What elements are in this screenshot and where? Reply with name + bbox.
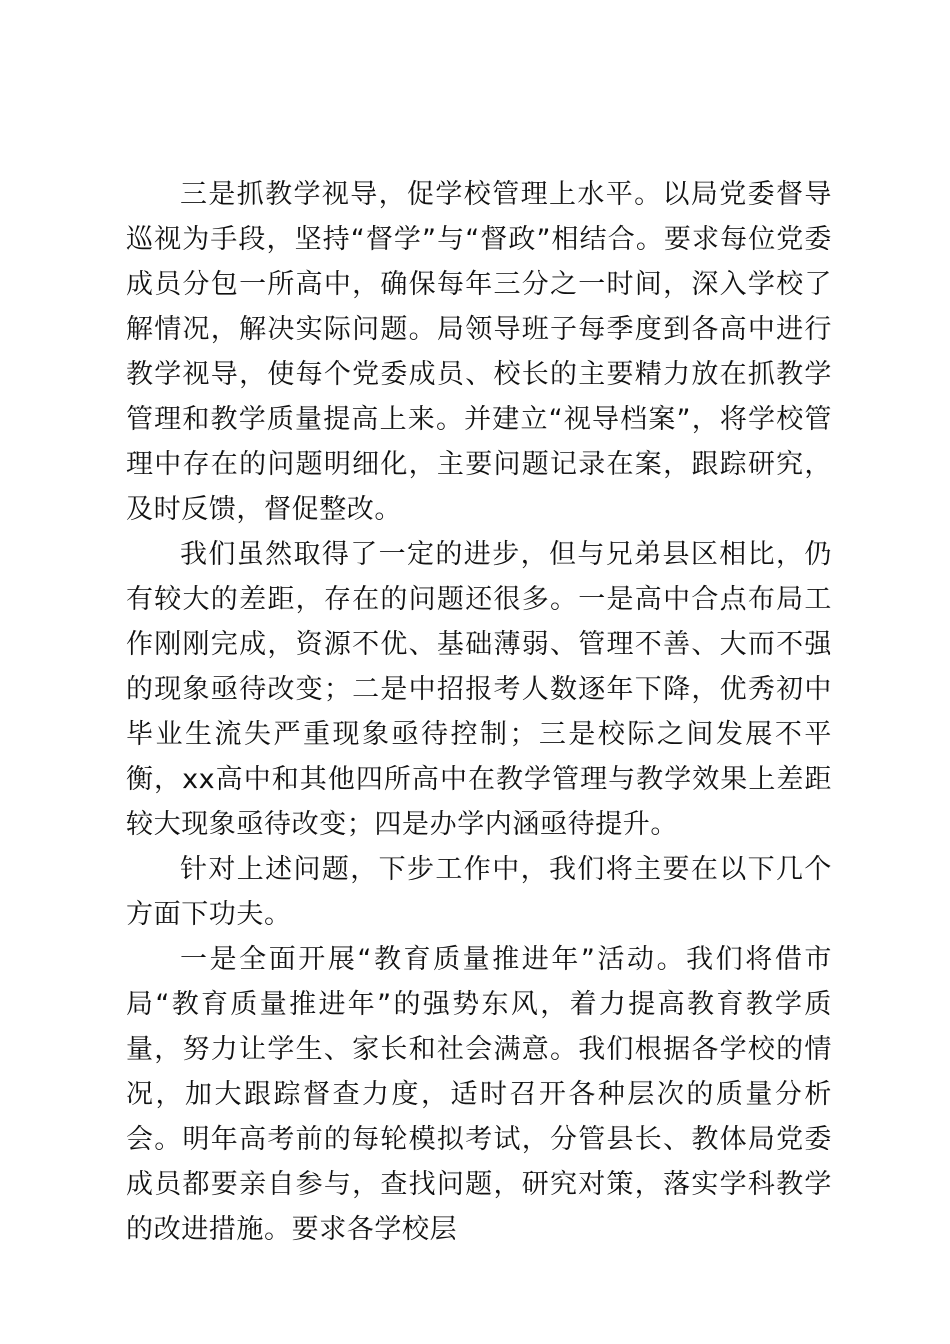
document-body: [126, 172, 832, 1252]
paragraph-quality-year: 一是全面开展“教育质量推进年”活动。我们将借市局“教育质量推进年”的强势东风，着力提高教育教学质量，努力让学生、家长和社会满意。我们根据各学校的情况，加大跟踪督查力度，适时召开各种层次的质量分析会。明年高考前的每轮模拟考试，分管县长、教体局党委成员都要亲自参与，查找问题，研究对策，落实学科教学的改进措施。要求各学校层: [126, 944, 832, 1245]
paragraph-next-steps: 针对上述问题，下步工作中，我们将主要在以下几个方面下功夫。: [126, 854, 832, 930]
paragraph-existing-problems: 我们虽然取得了一定的进步，但与兄弟县区相比，仍有较大的差距，存在的问题还很多。一是高中合点布局工作刚刚完成，资源不优、基础薄弱、管理不善、大而不强的现象亟待改变；二是中招报考人数逐年下降，优秀初中毕业生流失严重现象亟待控制；三是校际之间发展不平衡，xx高中和其他四所高中在教学管理与教学效果上差距较大现象亟待改变；四是办学内涵亟待提升。: [126, 539, 832, 840]
paragraph-teaching-inspection: 三是抓教学视导，促学校管理上水平。以局党委督导巡视为手段，坚持“督学”与“督政”相结合。要求每位党委成员分包一所高中，确保每年三分之一时间，深入学校了解情况，解决实际问题。局领导班子每季度到各高中进行教学视导，使每个党委成员、校长的主要精力放在抓教学管理和教学质量提高上来。并建立“视导档案”，将学校管理中存在的问题明细化，主要问题记录在案，跟踪研究，及时反馈，督促整改。: [126, 179, 832, 525]
